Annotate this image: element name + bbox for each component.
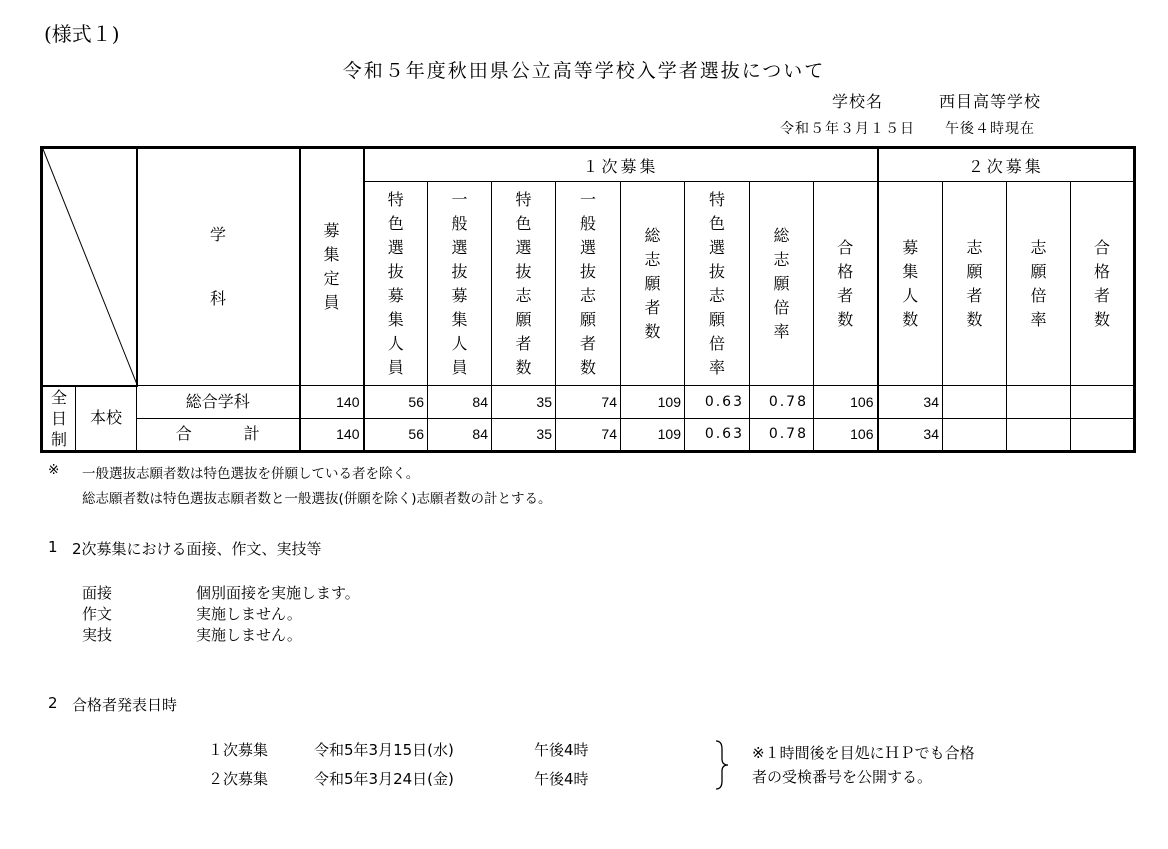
r2-passed-cell bbox=[1071, 419, 1135, 451]
capacity-cell: 140 bbox=[300, 386, 364, 419]
col-r2-ratio: 志 願 倍 率 bbox=[1007, 182, 1071, 386]
section2-number: 2 bbox=[48, 694, 58, 712]
section2-heading: 合格者発表日時 bbox=[72, 696, 178, 714]
col-total-ratio: 総 志 願 倍 率 bbox=[750, 182, 814, 386]
special-ratio-cell: 0.63 bbox=[685, 419, 750, 451]
dept-header: 学 科 bbox=[137, 148, 300, 386]
form-number: (様式１) bbox=[44, 22, 120, 46]
col-special-quota: 特 色 選 抜 募 集 人 員 bbox=[364, 182, 428, 386]
diagonal-line bbox=[43, 149, 138, 387]
r2-passed-cell bbox=[1071, 386, 1135, 419]
col-general-applicants: 一 般 選 抜 志 願 者 数 bbox=[556, 182, 621, 386]
item-value: 実施しません。 bbox=[196, 626, 302, 644]
table-row-total bbox=[42, 419, 1135, 451]
course-type-cell: 全 日 制 bbox=[42, 386, 76, 452]
general-quota-cell: 84 bbox=[428, 419, 492, 451]
special-applicants-cell: 35 bbox=[492, 419, 556, 451]
r2-ratio-cell bbox=[1007, 419, 1071, 451]
col-special-ratio: 特 色 選 抜 志 願 倍 率 bbox=[685, 182, 750, 386]
r2-ratio-cell bbox=[1007, 386, 1071, 419]
round-label: １次募集 bbox=[208, 741, 269, 759]
capacity-cell: 140 bbox=[300, 419, 364, 451]
second-round-header: ２次募集 bbox=[878, 148, 1135, 182]
round-time: 午後4時 bbox=[534, 741, 589, 759]
total-ratio-cell: 0.78 bbox=[750, 386, 814, 419]
round-date: 令和5年3月24日(金) bbox=[314, 770, 454, 788]
campus-cell: 本校 bbox=[76, 386, 137, 452]
page-title: 令和５年度秋田県公立高等学校入学者選抜について bbox=[342, 60, 826, 82]
general-applicants-cell: 74 bbox=[556, 419, 621, 451]
passed-cell: 106 bbox=[814, 419, 878, 451]
note-mark: ※ bbox=[48, 462, 60, 478]
capacity-header: 募 集 定 員 bbox=[300, 148, 364, 386]
r2-applicants-cell bbox=[943, 419, 1007, 451]
general-applicants-cell: 74 bbox=[556, 386, 621, 419]
section1-heading: 2次募集における面接、作文、実技等 bbox=[72, 540, 322, 558]
item-value: 個別面接を実施します。 bbox=[196, 584, 360, 602]
diagonal-cell bbox=[42, 148, 137, 386]
col-passed: 合 格 者 数 bbox=[814, 182, 878, 386]
publish-note-line-1: ※１時間後を目処にＨＰでも合格 bbox=[752, 744, 975, 762]
as-of-stamp bbox=[780, 118, 1035, 138]
school-info bbox=[832, 89, 1041, 112]
col-r2-passed: 合 格 者 数 bbox=[1071, 182, 1135, 386]
item-label: 作文 bbox=[82, 605, 113, 623]
col-general-quota: 一 般 選 抜 募 集 人 員 bbox=[428, 182, 492, 386]
r2-applicants-cell bbox=[943, 386, 1007, 419]
note-line-1: 一般選抜志願者数は特色選抜を併願している者を除く。 bbox=[82, 466, 420, 482]
item-label: 面接 bbox=[82, 584, 113, 602]
publish-note-line-2: 者の受検番号を公開する。 bbox=[752, 768, 933, 786]
round-label: ２次募集 bbox=[208, 770, 269, 788]
table-row bbox=[42, 386, 1135, 419]
special-ratio-cell: 0.63 bbox=[685, 386, 750, 419]
item-label: 実技 bbox=[82, 626, 113, 644]
special-quota-cell: 56 bbox=[364, 386, 428, 419]
total-label-cell: 合 計 bbox=[137, 419, 300, 451]
school-label: 学校名 bbox=[832, 92, 884, 111]
first-round-header: １次募集 bbox=[364, 148, 878, 182]
item-value: 実施しません。 bbox=[196, 605, 302, 623]
passed-cell: 106 bbox=[814, 386, 878, 419]
as-of-date: 令和５年３月１５日 bbox=[780, 121, 915, 137]
total-applicants-cell: 109 bbox=[621, 419, 685, 451]
special-quota-cell: 56 bbox=[364, 419, 428, 451]
col-r2-applicants: 志 願 者 数 bbox=[943, 182, 1007, 386]
round-time: 午後4時 bbox=[534, 770, 589, 788]
r2-quota-cell: 34 bbox=[878, 419, 943, 451]
col-total-applicants: 総 志 願 者 数 bbox=[621, 182, 685, 386]
note-line-2: 総志願者数は特色選抜志願者数と一般選抜(併願を除く)志願者数の計とする。 bbox=[82, 491, 552, 507]
col-special-applicants: 特 色 選 抜 志 願 者 数 bbox=[492, 182, 556, 386]
general-quota-cell: 84 bbox=[428, 386, 492, 419]
dept-cell: 総合学科 bbox=[137, 386, 300, 419]
school-name: 西目高等学校 bbox=[939, 92, 1042, 111]
total-ratio-cell: 0.78 bbox=[750, 419, 814, 451]
total-applicants-cell: 109 bbox=[621, 386, 685, 419]
section1-number: 1 bbox=[48, 538, 58, 556]
r2-quota-cell: 34 bbox=[878, 386, 943, 419]
as-of-time: 午後４時現在 bbox=[945, 121, 1035, 137]
col-r2-quota: 募 集 人 数 bbox=[878, 182, 943, 386]
right-brace-icon bbox=[712, 739, 732, 791]
special-applicants-cell: 35 bbox=[492, 386, 556, 419]
admissions-table bbox=[40, 146, 1136, 453]
round-date: 令和5年3月15日(水) bbox=[314, 741, 454, 759]
